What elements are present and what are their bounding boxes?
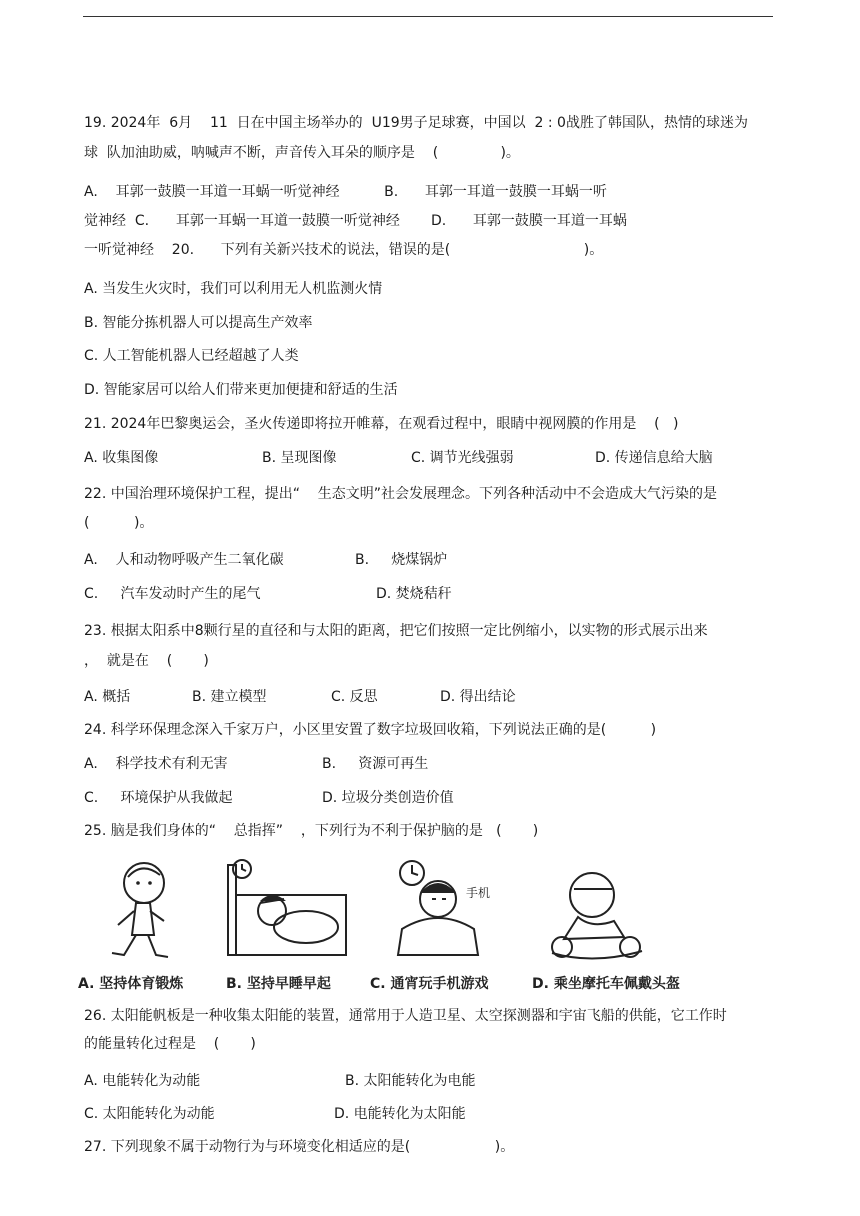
q19-options-line3: 一听觉神经 20. 下列有关新兴技术的说法，错误的是( )。 [84, 242, 604, 258]
q22-stem-line1: 22. 中国治理环境保护工程，提出“ 生态文明”社会发展理念。下列各种活动中不会造成大气污染的是 [84, 486, 718, 502]
q25-figure-a [78, 855, 234, 995]
q24-option-a: A. 科学技术有利无害 [84, 756, 228, 772]
q25-caption-b: B. 坚持早睡早起 [226, 976, 331, 992]
q26-option-c: C. 太阳能转化为动能 [84, 1106, 215, 1122]
q25-figures [78, 855, 704, 995]
q21-option-b: B. 呈现图像 [262, 450, 337, 466]
q23-stem-line2: ， 就是在 ( ) [84, 653, 209, 669]
q22-option-b: B. 烧煤锅炉 [355, 552, 448, 568]
phone-gaming-child-drawing [374, 855, 514, 970]
q22-option-a: A. 人和动物呼吸产生二氧化碳 [84, 552, 284, 568]
q20-option-b: B. 智能分拣机器人可以提高生产效率 [84, 315, 313, 331]
q25-figure-c [370, 855, 524, 995]
q25-caption-a: A. 坚持体育锻炼 [78, 976, 184, 992]
top-rule [83, 16, 773, 17]
q20-option-a: A. 当发生火灾时，我们可以利用无人机监测火情 [84, 281, 383, 297]
q23-stem-line1: 23. 根据太阳系中8颗行星的直径和与太阳的距离，把它们按照一定比例缩小，以实物的形式展示出来 [84, 623, 708, 639]
q20-option-d: D. 智能家居可以给人们带来更加便捷和舒适的生活 [84, 382, 398, 398]
motorcycle-helmet-drawing [534, 855, 664, 970]
q27-stem: 27. 下列现象不属于动物行为与环境变化相适应的是( )。 [84, 1139, 515, 1155]
q26-option-d: D. 电能转化为太阳能 [334, 1106, 466, 1122]
q19-stem-line2: 球 队加油助威，呐喊声不断，声音传入耳朵的顺序是 ( )。 [84, 145, 520, 161]
q21-option-d: D. 传递信息给大脑 [595, 450, 713, 466]
q22-stem-line2: ( )。 [84, 515, 154, 531]
q23-option-a: A. 概括 [84, 689, 131, 705]
q25-figure-b [224, 855, 374, 995]
q19-options-line1: A. 耳郭一鼓膜一耳道一耳蜗一听觉神经 B. 耳郭一耳道一鼓膜一耳蜗一听 [84, 184, 607, 200]
q26-stem-line1: 26. 太阳能帆板是一种收集太阳能的装置，通常用于人造卫星、太空探测器和宇宙飞船的供能，它工作时 [84, 1008, 727, 1024]
q20-option-c: C. 人工智能机器人已经超越了人类 [84, 348, 299, 364]
q26-option-a: A. 电能转化为动能 [84, 1073, 201, 1089]
q23-option-c: C. 反思 [331, 689, 378, 705]
q22-option-c: C. 汽车发动时产生的尾气 [84, 586, 261, 602]
q19-options-line2: 觉神经 C. 耳郭一耳蜗一耳道一鼓膜一听觉神经 D. 耳郭一鼓膜一耳道一耳蜗 [84, 213, 627, 229]
phone-label: 手机 [466, 886, 491, 900]
q19-stem-line1: 19. 2024年 6月 11 日在中国主场举办的 U19男子足球赛，中国以 2 : 0战胜了韩国队，热情的球迷为 [84, 115, 748, 131]
q24-stem: 24. 科学环保理念深入千家万户，小区里安置了数字垃圾回收箱，下列说法正确的是( ) [84, 722, 657, 738]
q21-option-a: A. 收集图像 [84, 450, 159, 466]
q21-option-c: C. 调节光线强弱 [411, 450, 514, 466]
q26-option-b: B. 太阳能转化为电能 [345, 1073, 476, 1089]
q24-option-d: D. 垃圾分类创造价值 [322, 790, 454, 806]
q24-option-c: C. 环境保护从我做起 [84, 790, 233, 806]
sleeping-child-drawing [224, 855, 354, 970]
q25-stem: 25. 脑是我们身体的“ 总指挥” ，下列行为不利于保护脑的是 ( ) [84, 823, 539, 839]
q24-option-b: B. 资源可再生 [322, 756, 429, 772]
q26-stem-line2: 的能量转化过程是 ( ) [84, 1036, 256, 1052]
q23-option-d: D. 得出结论 [440, 689, 516, 705]
q25-caption-d: D. 乘坐摩托车佩戴头盔 [532, 976, 680, 992]
q25-figure-d [534, 855, 684, 995]
q23-option-b: B. 建立模型 [192, 689, 267, 705]
q21-stem: 21. 2024年巴黎奥运会，圣火传递即将拉开帷幕，在观看过程中，眼睛中视网膜的作用是 ( ) [84, 416, 679, 432]
q22-option-d: D. 焚烧秸秆 [376, 586, 452, 602]
q25-caption-c: C. 通宵玩手机游戏 [370, 976, 489, 992]
running-child-drawing [84, 855, 194, 970]
